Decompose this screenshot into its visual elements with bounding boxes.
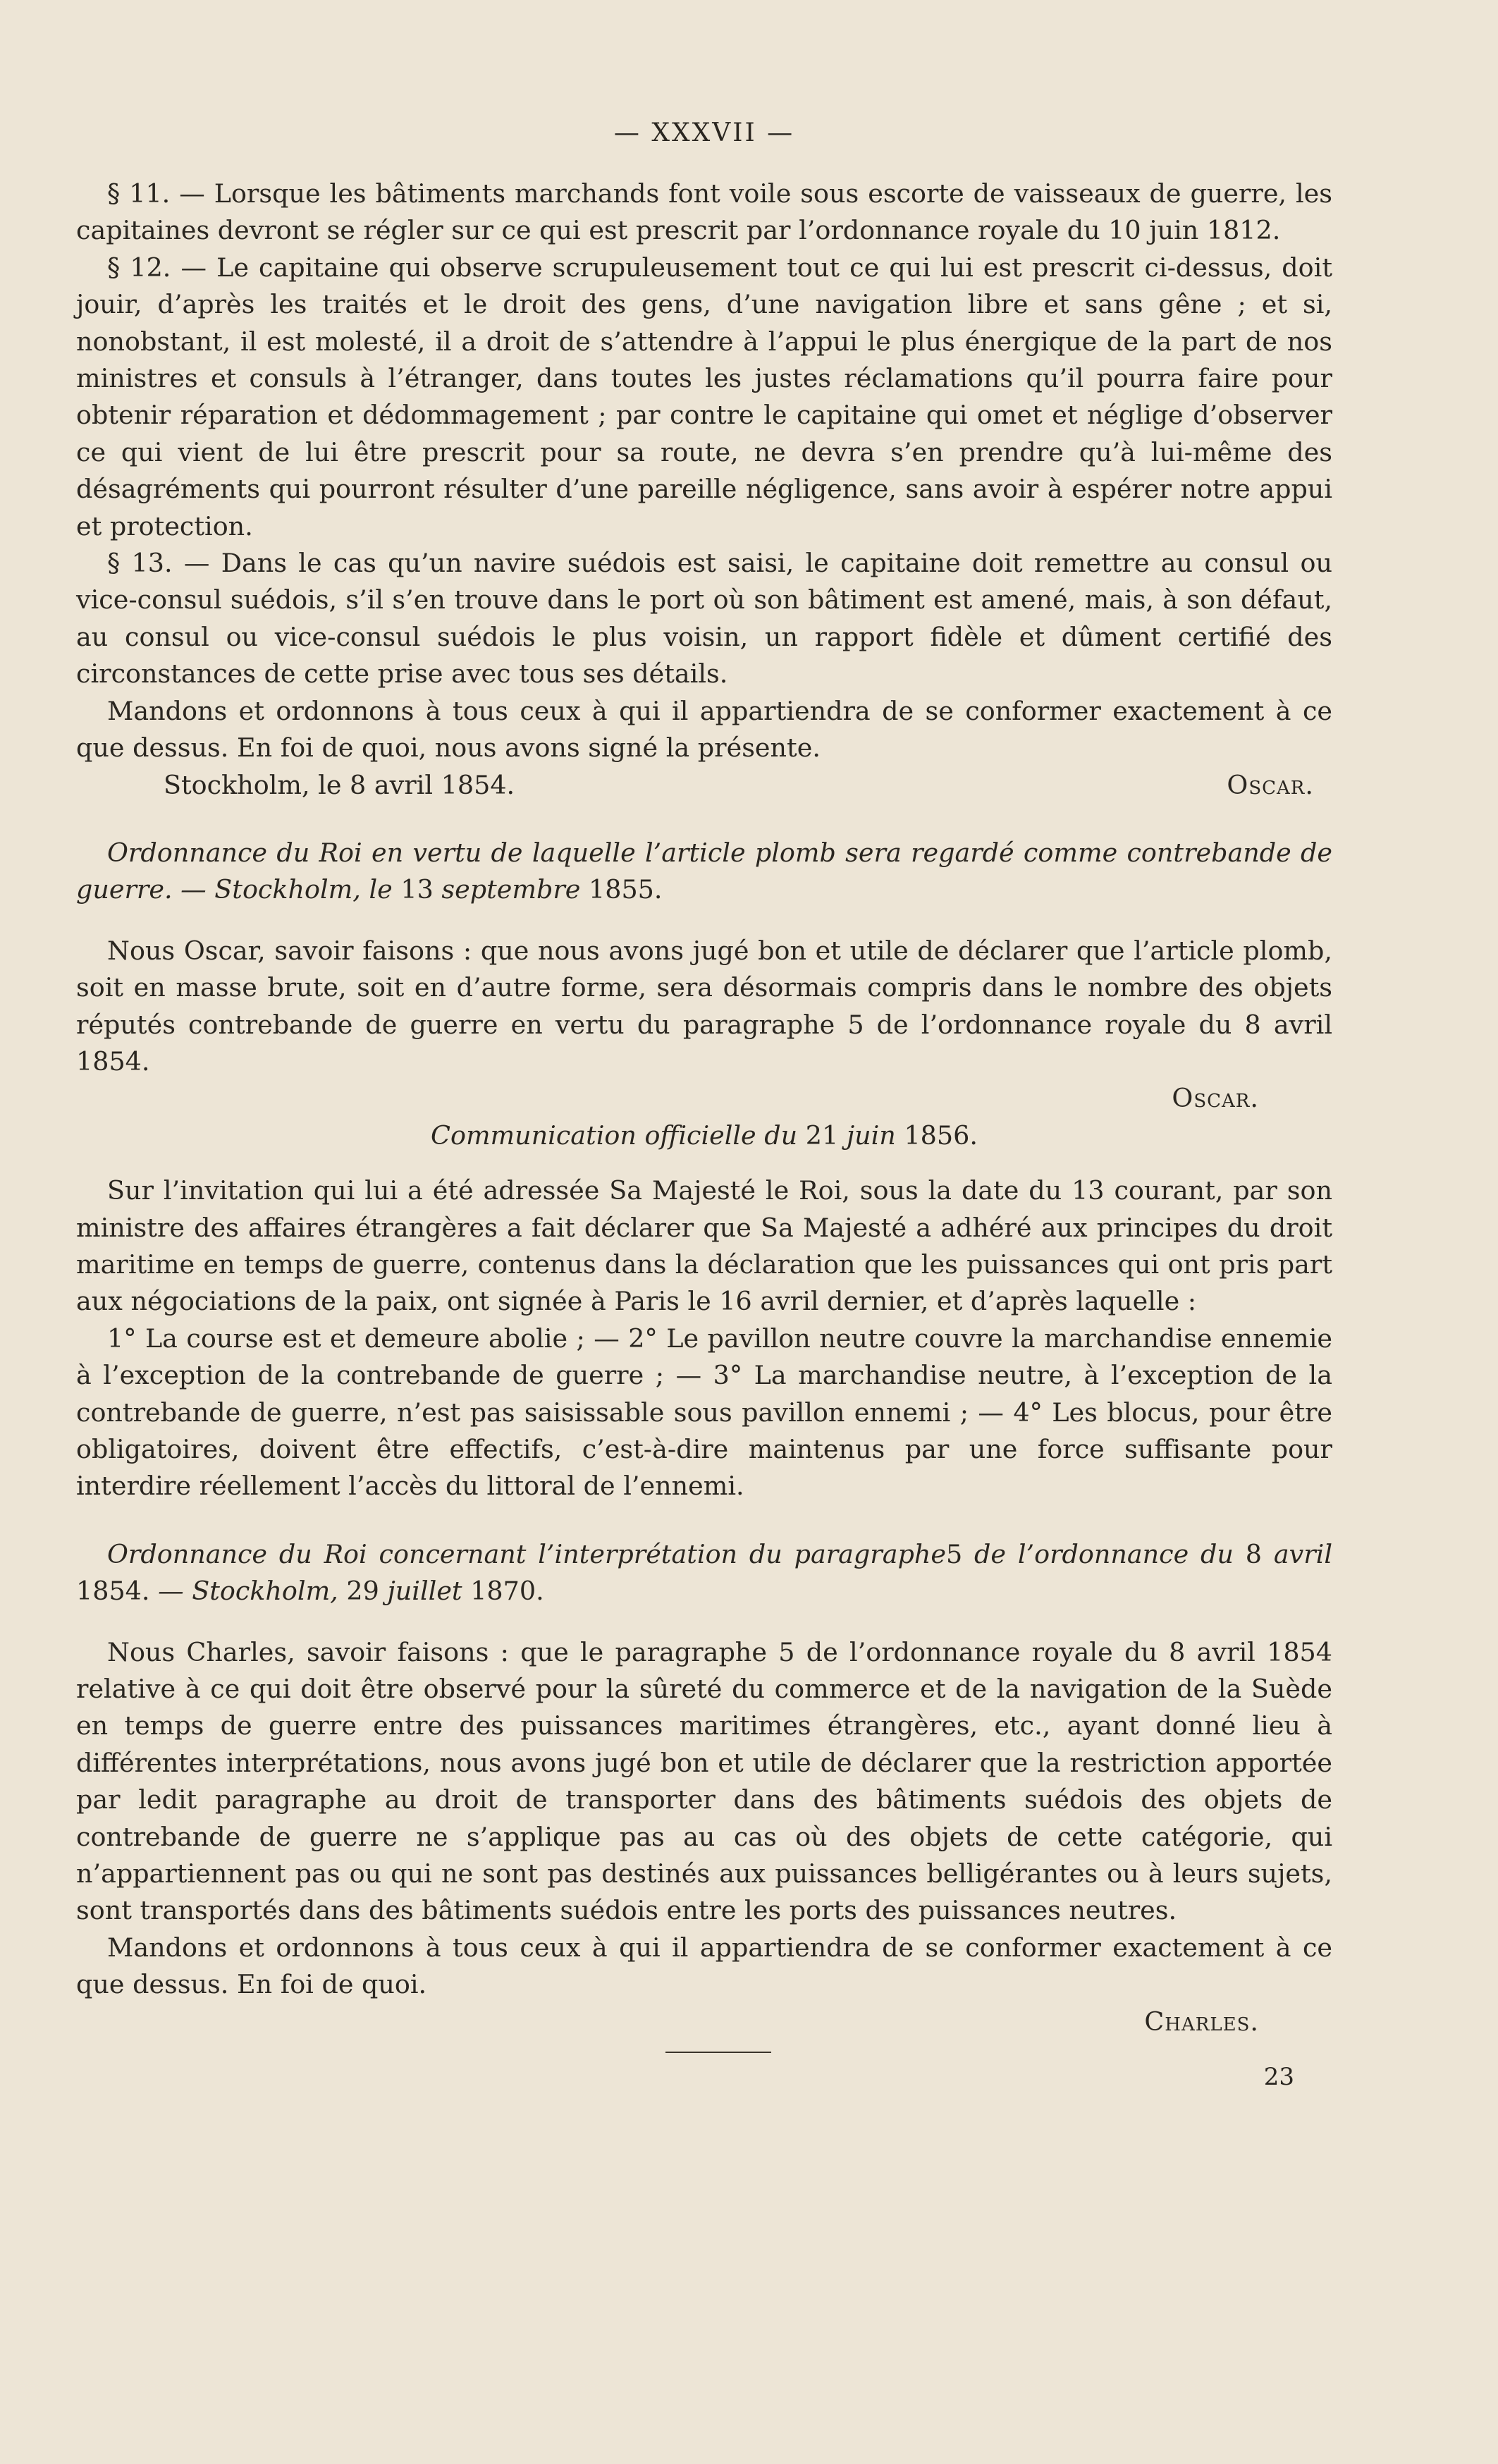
signature-oscar: Oscar.	[1227, 769, 1314, 800]
place-date: Stockholm, le 8 avril 1854.	[164, 769, 515, 800]
ordonnance-1855-title: Ordonnance du Roi en vertu de laquelle l’article plomb sera regardé comme contrebande de guerre. — Stockholm, le 13 septembre 1855.	[76, 837, 1332, 905]
ordonnance-1870-body: Nous Charles, savoir faisons : que le paragraphe 5 de l’ordonnance royale du 8 avril 1854 relative à ce qui doit être observé pour la sûreté du commerce et de la navigation de la Suède en temps de guerre entre des puissances maritimes étrangères, etc., ayant donné lieu à différentes interprétations, nous avons jugé bon et utile de déclarer que la restriction apportée par ledit paragraphe au droit de transporter dans des bâtiments suédois des objets de contrebande de guerre ne s’applique pas au cas où des objets de cette catégorie, qui n’appartiennent pas ou qui ne sont pas destinés aux puissances belligérantes ou à leurs sujets, sont transportés dans des bâtiments suédois entre les ports des puissances neutres.	[76, 1636, 1332, 1926]
closing-rule	[665, 2052, 771, 2053]
signature-charles: Charles.	[1144, 2006, 1259, 2037]
section-12: § 12. — Le capitaine qui observe scrupuleusement tout ce qui lui est prescrit ci-dessus, doit jouir, d’après les traités et le droit des gens, d’une navigation libre et sans gêne ; et si, nonobstant, il est molesté, il a droit de s’attendre à l’appui le plus énergique de la part de nos ministres et consuls à l’étranger, dans toutes les justes réclamations qu’il pourra faire pour obtenir réparation et dédommagement ; par contre le capitaine qui omet et néglige d’observer ce qui vient de lui être prescrit pour sa route, ne devra s’en prendre qu’à lui-même des désagréments qui pourront résulter d’une pareille négligence, sans avoir à espérer notre appui et protection.	[76, 252, 1332, 541]
page-folio: — XXXVII —	[613, 118, 795, 147]
communication-1856-body: Sur l’invitation qui lui a été adressée Sa Majesté le Roi, sous la date du 13 courant, par son ministre des affaires étrangères a fait déclarer que Sa Majesté a adhéré aux principes du droit maritime en temps de guerre, contenus dans la déclaration que les puissances qui ont pris part aux négociations de la paix, ont signée à Paris le 16 avril dernier, et d’après laquelle :	[76, 1175, 1332, 1317]
ordonnance-1870-title: Ordonnance du Roi concernant l’interprétation du paragraphe5 de l’ordonnance du 8 avril 1854. — Stockholm, 29 juillet 1870.	[76, 1538, 1333, 1607]
communication-1856-principles: 1° La course est et demeure abolie ; — 2° Le pavillon neutre couvre la marchandise ennemie à l’exception de la contrebande de guerre ; — 3° La marchandise neutre, à l’exception de la contrebande de guerre, n’est pas saisissable sous pavillon ennemi ; — 4° Les blocus, pour être obligatoires, doivent être effectifs, c’est-à-dire maintenus par une force suffisante pour interdire réellement l’accès du littoral de l’ennemi.	[76, 1323, 1332, 1502]
signature-oscar-1855: Oscar.	[1172, 1083, 1259, 1114]
communication-1856-title: Communication officielle du 21 juin 1856.	[431, 1120, 978, 1151]
ordonnance-1855-body: Nous Oscar, savoir faisons : que nous avons jugé bon et utile de déclarer que l’article plomb, soit en masse brute, soit en d’autre forme, sera désormais compris dans le nombre des objets réputés contrebande de guerre en vertu du paragraphe 5 de l’ordonnance royale du 8 avril 1854.	[76, 935, 1332, 1077]
signature-line	[76, 767, 1332, 804]
section-13: § 13. — Dans le cas qu’un navire suédois est saisi, le capitaine doit remettre au consul ou vice-consul suédois, s’il s’en trouve dans le port où son bâtiment est amené, mais, à son défaut, au consul ou vice-consul suédois le plus voisin, un rapport fidèle et dûment certifié des circonstances de cette prise avec tous ses détails.	[76, 548, 1332, 689]
document-page	[76, 118, 1332, 2091]
mandons-paragraph: Mandons et ordonnons à tous ceux à qui il appartiendra de se conformer exactement à ce que dessus. En foi de quoi, nous avons signé la présente.	[76, 695, 1332, 764]
page-number: 23	[1263, 2063, 1294, 2092]
ordonnance-1870-mandons: Mandons et ordonnons à tous ceux à qui il appartiendra de se conformer exactement à ce que dessus. En foi de quoi.	[76, 1932, 1332, 2000]
section-11: § 11. — Lorsque les bâtiments marchands font voile sous escorte de vaisseaux de guerre, les capitaines devront se régler sur ce qui est prescrit par l’ordonnance royale du 10 juin 1812.	[76, 178, 1332, 246]
